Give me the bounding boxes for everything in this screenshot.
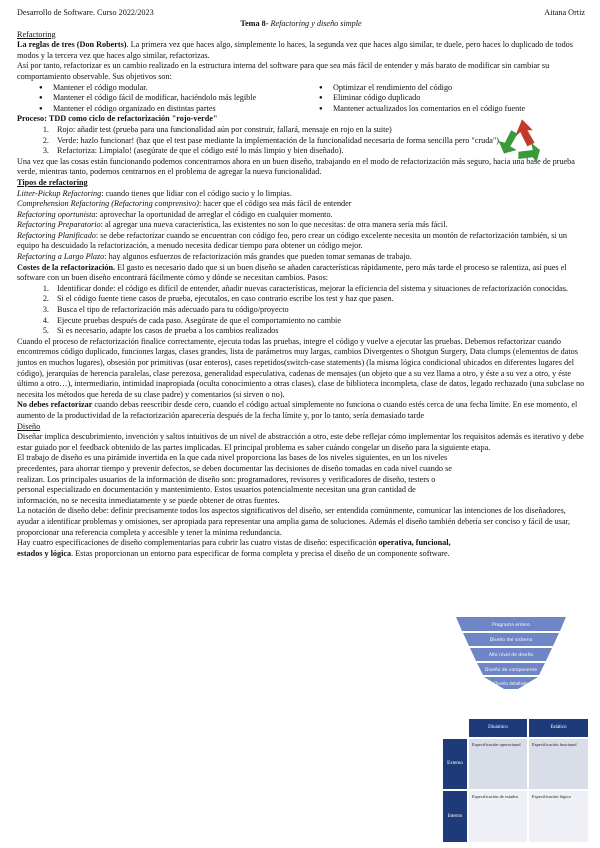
pyramid-label: Diseño detallado [494,681,528,686]
type-item [17,210,585,221]
matrix-col-header: Estático [529,719,588,737]
cost-step: 2. Si el código fuente tiene casos de prueba, ejecutalos, en caso contrario escribe los test y haz que pasen. [51,294,585,305]
pyramid-label: Diseño de componente [484,668,538,673]
type-name: Litter-Pickup Refactoring [17,188,102,198]
type-text: : hacer que el código sea más fácil de entender [198,199,352,209]
matrix-cell: Especificación de estados [469,791,527,842]
cost-step: 5. Si es necesario, adapte los casos de prueba a los cambios realizados [51,326,585,337]
no-refactor-text: cuando debas reescribir desde cero, cuando el código actual simplemente no funciona o cuando estés cerca de una fecha límite. En ese momento, el aumento de la productividad de la refactorización aparecería después de la fecha límite y, por lo tanto, sería demasiado tarde [17,400,578,420]
header-author: Aitana Ortiz [544,8,585,17]
diseno-paragraph-3: La notación de diseño debe: definir precisamente todos los aspectos significativos del diseño, ser entendida comúnmente, comunicar las intenciones de los diseñadores, ayudar a identificar problemas y omisiones, ser apropiada para representar una amplia gama de soluciones. Además el diseño también debería ser conciso y fácil de usar, proporcionar una referencia completa y accesible y tener la mínima redundancia. [17,506,571,537]
type-name: Refactoring a Largo Plazo [17,252,105,262]
type-item [17,199,585,210]
type-text: : cuando tienes que lidiar con el código sucio y lo limpias. [101,188,292,198]
type-text: : aprovechar la oportunidad de arreglar el código en cualquier momento. [95,209,333,219]
cost-step: 3. Busca el tipo de refactorización más adecuado para tu código/proyecto [51,305,585,316]
tdd-process [17,114,585,156]
no-refactor-paragraph [17,400,585,421]
design-views-matrix [443,719,588,842]
type-name: Refactoring Planificado [17,230,96,240]
objective-item: ● Mantener el código organizado en distintas partes [39,104,309,115]
objective-item: ● Mantener actualizados los comentarios en el código fuente [319,104,559,115]
type-name: Refactoring oportunista [17,209,96,219]
diseno-paragraph-2: El trabajo de diseño es una pirámide invertida en la que cada nivel proporciona las bases de los niveles siguientes, en un los niveles precedentes, para ahorrar tiempo y prevenir defectos, se deben documentar las decisiones de diseño tomadas en cada nivel cuando se realizan. Los principales usuarios de la información de diseño son: programadores, revisores y verificadores de diseño, testers o personal especializado en documentación y mantenimiento. Estos usuarios potencialmente necesitan una gran cantidad de información, no se necesita inmediatamente y se puede obtener de otras fuentes. [17,453,452,505]
design-pyramid [456,615,566,690]
process-title: TDD como ciclo de refactorización "rojo-verde" [48,114,218,124]
type-item [17,220,585,231]
matrix-cell: Especificación operacional [469,739,527,789]
tdd-step: 1. Rojo: añadir test (prueba para una funcionalidad aún por construir, fallará, mensaje en rojo en la suite) [51,125,506,136]
header-course: Desarrollo de Software. Curso 2022/2023 [17,8,154,17]
pyramid-label: Programa entero [492,623,530,628]
types-heading: Tipos de refactoring [17,177,88,187]
process-line [17,114,472,125]
tdd-step: 2. Verde: hazlo funcionar! (haz que el test pase mediante la implementación de la funcionalidad necesaria de forma sencilla pero "cruda"). [51,136,506,147]
matrix-col-header: Dinámico [469,719,527,737]
tdd-step: 3. Refactoriza: Limpialo! (asegúrate de que el código esté lo más limpio y bien diseñado). [51,146,506,157]
type-text: : se debe refactorizar cuando se encuentran con código feo, pero crear un código excelente necesita un montón de refactorización también, si un equipo ha descuidado la refactorización, a menudo necesita dedicar tiempo para obtener un código mejor. [17,230,567,251]
spec-text-c: . Estas proporcionan un entorno para especificar de forma completa y precisa el diseño de un componente software. [71,548,450,558]
type-text: : hay algunos esfuerzos de refactorización más grandes que pueden tomar semanas de trabajo. [104,252,412,262]
costs-paragraph [17,263,585,284]
spec-text-a: Hay cuatro especificaciones de diseño complementarias para cubrir las cuatro vistas de diseño: especificación [17,538,379,548]
cost-step: 4. Ejecute pruebas después de cada paso. Asegúrate de que el comportamiento no cambie [51,316,585,327]
type-name: Refactoring Preparatorio [17,220,101,230]
diseno-paragraph-4 [17,538,457,559]
process-label: Proceso: [17,114,47,124]
matrix-row-header: Interno [443,791,467,842]
after-steps-paragraph: Una vez que las cosas están funcionando podemos concentrarnos ahora en un buen diseño, trabajando en el modo de refactorización más seguro, hacia una base de prueba verde, mientras tanto, podemos centrarnos en el problema de agregar la nueva funcionalidad. [17,156,575,177]
objectives-list [17,83,585,115]
refactoring-intro: Así por tanto, refactorizar es un cambio realizado en la estructura interna del software para que sea más fácil de entender y más barato de modificar sin cambiar su comportamiento observable. Sus objetivos son: [17,61,550,81]
recycle-cycle-icon [495,114,549,168]
page-title [17,19,585,30]
tdd-steps [17,125,506,157]
type-item [17,189,585,200]
type-item [17,231,585,252]
costs-text: El gasto es necesario dado que si un buen diseño se añaden características rápidamente, pero más tarde el proceso se ralentiza, así pues el software con un buen diseño encontrará fácilmente cómo y dónde se necesitan cambios. Pasos: [17,262,567,283]
rule-of-three-text: . La primera vez que haces algo, simplemente lo haces, la segunda vez que haces algo similar, te duele, pero haces lo duplicado de todos modos y la tercera vez que haces algo similar, refactorizas. [17,40,573,60]
rule-of-three-title: La reglas de tres (Don Roberts) [17,40,127,50]
document-page [17,8,585,559]
type-name: Comprehension Refactoring (Refactoring comprensivo) [17,199,199,209]
matrix-row-header: Externo [443,739,467,789]
when-paragraph: Cuando el proceso de refactorización finalice correctamente, ejecuta todas las pruebas, integre el código y vuelve a ejecutar las pruebas. Debemos refactorizar cuando encontremos código duplicado, funciones largas, clases grandes, lista de parámetros muy largas, cambios Divergentes o Shotgun Surgery, Data clumps (elementos de datos juntos en muchos lugares), obsesión por primitivas (usar enteros), cases repetidos(switch-case statements) (la misma lógica condicional ubicados en diferentes lugares del código), jerarquías de herencia paralelas, clase perezosa, generalidad especulativa, cadenas de mensajes (un objeto que a su vez llama a otro, y éste a su vez a otro, y éste último a otro…), intermediario, intimidad inapropiada (oculta conocimiento a otras clases), clase de biblioteca incompleta, clase de datos, legado rechazado (una subclase no necesita los métodos que hereda de su clase padre) y comentarios (si sirven o no). [17,336,585,399]
section-heading-refactoring: Refactoring [17,29,56,39]
objective-item: ● Eliminar código duplicado [319,93,559,104]
title-subtitle: - Refactoring y diseño simple [265,19,362,28]
objective-item: ● Mantener el código modular. [39,83,309,94]
matrix-cell: Especificación funcional [529,739,588,789]
pyramid-label: Alto nivel de diseño [488,653,534,658]
cost-step: 1. Identificar donde: el código es difícil de entender, añadir nuevas características, mejorar la eficiencia del sistema y situaciones de refactorización conocidas. [51,284,585,295]
title-topic: Tema 8 [240,19,266,28]
cost-steps [17,284,585,337]
type-item [17,252,585,263]
section-heading-diseno: Diseño [17,421,41,431]
costs-title: Costes de la refactorización. [17,262,116,272]
diseno-paragraph-1: Diseñar implica descubrimiento, invención y saltos intuitivos de un nivel de abstracción a otro, este debe reflejar cómo implementar los requisitos además es iterativo y debe estar guiado por el feedback obtenido de las partes implicadas. El principal problema es saber cuándo congelar un diseño para la siguiente etapa. [17,432,584,452]
matrix-cell: Especificación lógica [529,791,588,842]
pyramid-label: Diseño del sistema [489,638,533,643]
type-text: : al agregar una nueva característica, las existentes no son lo que necesitas: de otra manera sería más fácil. [100,220,448,230]
spec-views: operativa, funcional, estados y lógica [17,538,451,558]
no-refactor-title: No debes refactorizar [17,400,93,410]
objective-item: ● Optimizar el rendimiento del código [319,83,559,94]
page-header [17,8,585,19]
rule-of-three [17,40,585,61]
objective-item: ● Mantener el código fácil de modificar, haciéndolo más legible [39,93,309,104]
